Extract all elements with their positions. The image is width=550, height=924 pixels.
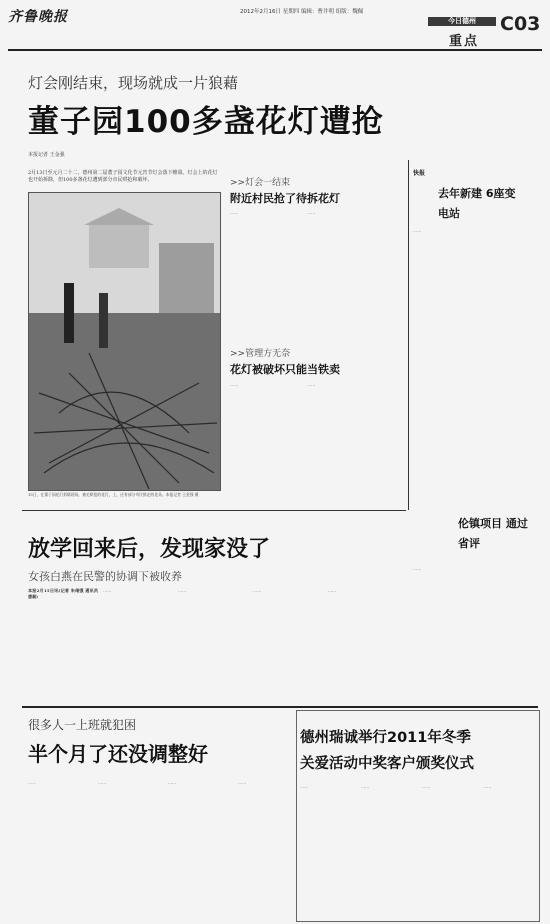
section-divider-2 bbox=[22, 706, 538, 708]
sub2-text-col2: …… bbox=[307, 382, 316, 387]
second-text-col1 bbox=[28, 588, 98, 694]
bottom-right-col3: …… bbox=[422, 784, 431, 789]
lead-kicker: 灯会刚结束，现场就成一片狼藉 bbox=[28, 74, 239, 92]
masthead-rule bbox=[8, 49, 542, 51]
sidebar-divider bbox=[408, 160, 409, 510]
bottom-left-col1: …… bbox=[28, 780, 37, 785]
sub2-text-col1: …… bbox=[230, 382, 239, 387]
sub1-text-col2: …… bbox=[307, 210, 316, 215]
bottom-left-col2: …… bbox=[98, 780, 107, 785]
sidebar-text2: …… bbox=[413, 566, 422, 571]
sub1-title: 附近村民抢了待拆花灯 bbox=[230, 192, 340, 205]
page-code: C03 bbox=[500, 13, 541, 35]
sub2-title: 花灯被破坏只能当铁卖 bbox=[230, 363, 340, 376]
bottom-right-subhead: 关爱活动中奖客户颁奖仪式 bbox=[300, 756, 474, 772]
lead-photo bbox=[28, 192, 221, 491]
second-text-col2: …… bbox=[103, 588, 112, 593]
section-title: 重点 bbox=[449, 34, 480, 49]
sidebar-text1: …… bbox=[413, 228, 422, 233]
sidebar-tag: 快报 bbox=[413, 170, 426, 177]
bottom-left-headline: 半个月了还没调整好 bbox=[28, 742, 208, 766]
sub1-kicker: >>灯会一结束 bbox=[230, 178, 291, 188]
second-headline: 放学回来后，发现家没了 bbox=[28, 537, 271, 562]
sidebar-headline1: 去年新建 6座变电站 bbox=[438, 187, 516, 220]
second-text-col4: …… bbox=[253, 588, 262, 593]
second-subhead: 女孩白燕在民警的协调下被收养 bbox=[28, 570, 182, 583]
bottom-right-col2: …… bbox=[361, 784, 370, 789]
bottom-right-col1: …… bbox=[300, 784, 309, 789]
lead-summary: 2月13日至元月二十二，德州第二届董子园文化节元宵节灯会落下帷幕。灯会上的花灯也开始拆除，但100多盏花灯遭到部分市民哄抢和破坏。 bbox=[28, 170, 218, 183]
second-text-col3: …… bbox=[178, 588, 187, 593]
bottom-right-col4: …… bbox=[483, 784, 492, 789]
sidebar-headline2: 伦镇项目 通过省评 bbox=[458, 517, 528, 550]
bottom-left-col4: …… bbox=[238, 780, 247, 785]
sub2-kicker: >>管理方无奈 bbox=[230, 349, 291, 359]
lead-photo-caption: 15日，在董子园花灯拆除现场，被毛哄抢的花灯，上，还有部分市民推走的花朵。本报记者 王金强 摄 bbox=[28, 492, 199, 497]
newspaper-logo: 齐鲁晚报 bbox=[8, 9, 68, 25]
date-line: 2012年2月16日 星期四 编辑：曹井明 组版：魏佩 bbox=[240, 9, 364, 15]
lead-byline: 本报记者 王金强 bbox=[28, 152, 65, 158]
bottom-left-col3: …… bbox=[168, 780, 177, 785]
section-tag: 今日德州 bbox=[428, 17, 496, 26]
lead-headline: 董子园100多盏花灯遭抢 bbox=[28, 104, 384, 140]
second-byline: 本报2月15日讯(记者 朱绪强 通讯员 唐磊) bbox=[28, 588, 98, 600]
second-text-col5: …… bbox=[328, 588, 337, 593]
bottom-left-kicker: 很多人一上班就犯困 bbox=[28, 718, 137, 732]
bottom-right-headline: 德州瑞诚举行2011年冬季 bbox=[300, 730, 471, 746]
sub1-text-col1: …… bbox=[230, 210, 239, 215]
section-divider-1 bbox=[22, 510, 406, 511]
